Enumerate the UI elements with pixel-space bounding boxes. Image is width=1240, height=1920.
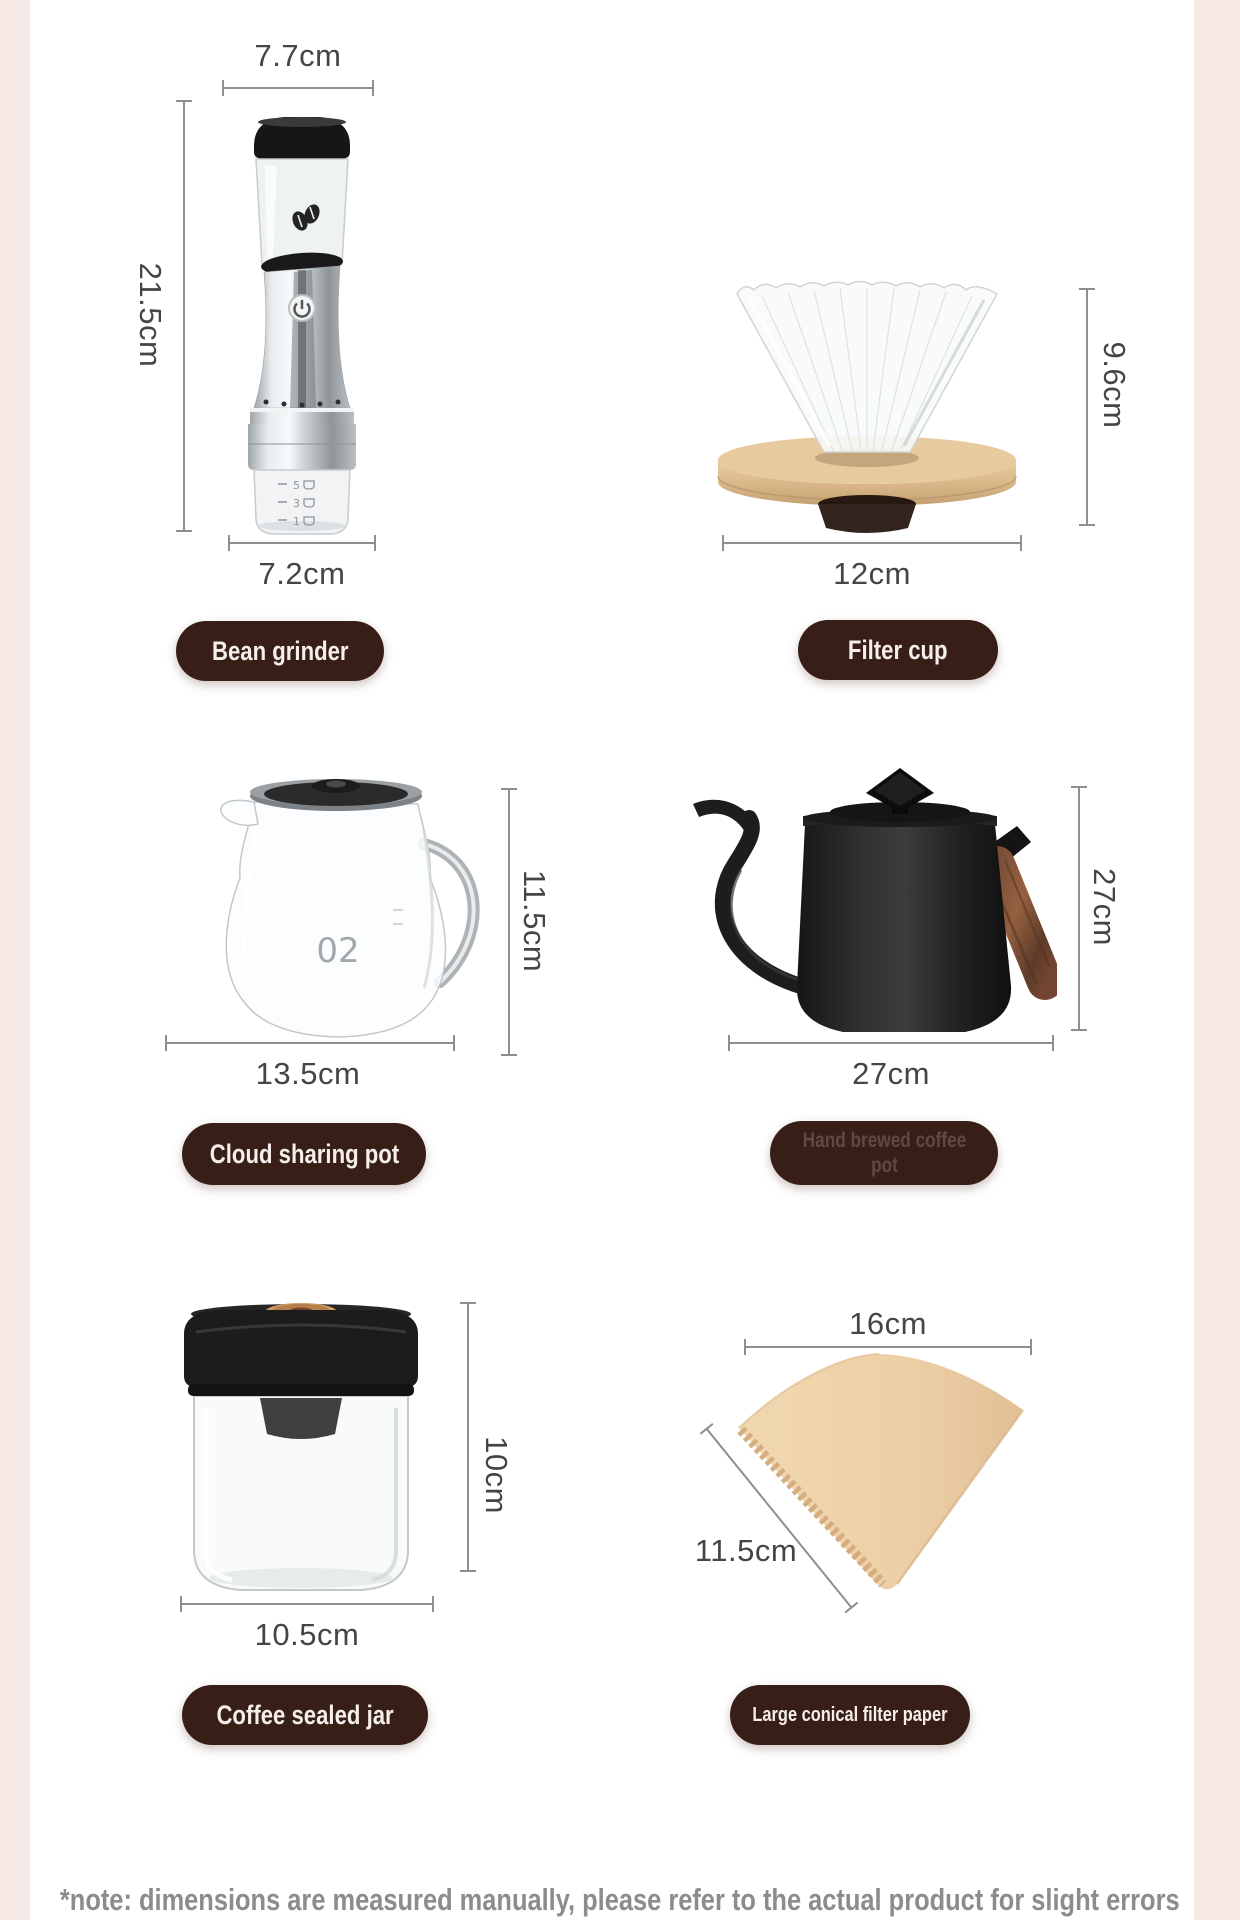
coffee-sealed-jar-illustration (160, 1300, 442, 1602)
glass-dripper (737, 282, 997, 453)
dimension-label-kettle-height: 27cm (1087, 868, 1122, 946)
dimension-line-jar-height (467, 1302, 469, 1572)
dimension-label-filtercup-width: 12cm (833, 556, 911, 591)
dimension-label-filtercup-height: 9.6cm (1097, 341, 1132, 429)
dimension-label-paper-side: 11.5cm (694, 1533, 798, 1568)
grinder-cup (254, 470, 350, 534)
pill-label: Large conical filter paper (752, 1703, 948, 1726)
dimension-line-grinder-top-width (222, 87, 374, 89)
dimension-line-jar-width (180, 1603, 434, 1605)
dimension-label-grinder-height: 21.5cm (133, 262, 168, 368)
kettle-spout (693, 800, 815, 990)
kettle-body (797, 810, 1011, 1032)
base-foot (818, 495, 916, 533)
pot-body (221, 800, 446, 1037)
product-pill-filter-cup (798, 620, 998, 680)
dimension-label-grinder-bottom-width: 7.2cm (258, 556, 346, 591)
dimension-label-pot-width: 13.5cm (255, 1056, 361, 1091)
pink-edge-right (1194, 0, 1240, 1920)
pot-marking: 02 (316, 931, 360, 971)
footnote (0, 1882, 1240, 1918)
dimension-line-pot-height (508, 788, 510, 1056)
scale-mark-3: 3 (293, 497, 300, 510)
pill-label: Hand brewed coffee pot (802, 1128, 966, 1177)
product-pill-cloud-sharing-pot (182, 1123, 426, 1185)
dimension-label-paper-top-width: 16cm (849, 1306, 927, 1341)
dimension-line-pot-width (165, 1042, 455, 1044)
dimension-line-filtercup-width (722, 542, 1022, 544)
pill-label: Coffee sealed jar (216, 1699, 394, 1730)
scale-mark-1: 1 (293, 515, 300, 528)
dimension-line-paper-top-width (744, 1346, 1032, 1348)
pink-edge-left (0, 0, 30, 1920)
grinder-hopper (256, 159, 348, 264)
pill-label: Filter cup (848, 634, 948, 665)
dimension-line-kettle-width (728, 1042, 1054, 1044)
product-pill-coffee-sealed-jar (182, 1685, 428, 1745)
dimension-line-filtercup-height (1086, 288, 1088, 526)
grinder-collar (248, 408, 356, 470)
bean-grinder-illustration (232, 112, 372, 540)
scale-mark-5: 5 (293, 479, 300, 492)
cloud-sharing-pot-illustration (188, 760, 500, 1060)
pot-lid (250, 779, 422, 811)
grinder-cap (254, 117, 350, 159)
filter-cup-illustration (712, 270, 1022, 538)
dimension-line-grinder-height (183, 100, 185, 532)
jar-plunger (260, 1398, 342, 1439)
power-button-icon (289, 295, 315, 321)
dimension-line-grinder-bottom-width (228, 542, 376, 544)
dimension-label-jar-width: 10.5cm (254, 1617, 360, 1652)
dimension-label-pot-height: 11.5cm (517, 869, 552, 973)
pill-label: Cloud sharing pot (209, 1138, 399, 1169)
hand-brewed-coffee-pot-illustration (645, 760, 1057, 1056)
jar-lid (184, 1303, 418, 1396)
dimension-label-kettle-width: 27cm (852, 1056, 930, 1091)
pot-spout (221, 800, 258, 825)
pill-label: Bean grinder (211, 635, 349, 666)
dimension-line-kettle-height (1078, 786, 1080, 1031)
product-pill-hand-brewed-coffee-pot (770, 1121, 998, 1185)
dimension-label-jar-height: 10cm (479, 1436, 514, 1514)
dimension-label-grinder-top-width: 7.7cm (254, 38, 342, 73)
product-pill-large-conical-filter-paper (730, 1685, 970, 1745)
product-pill-bean-grinder (176, 621, 384, 681)
grinder-body (254, 266, 350, 408)
footnote-text: *note: dimensions are measured manually, please refer to the actual product for slight errors (60, 1882, 1180, 1917)
kettle-lid (803, 768, 997, 827)
